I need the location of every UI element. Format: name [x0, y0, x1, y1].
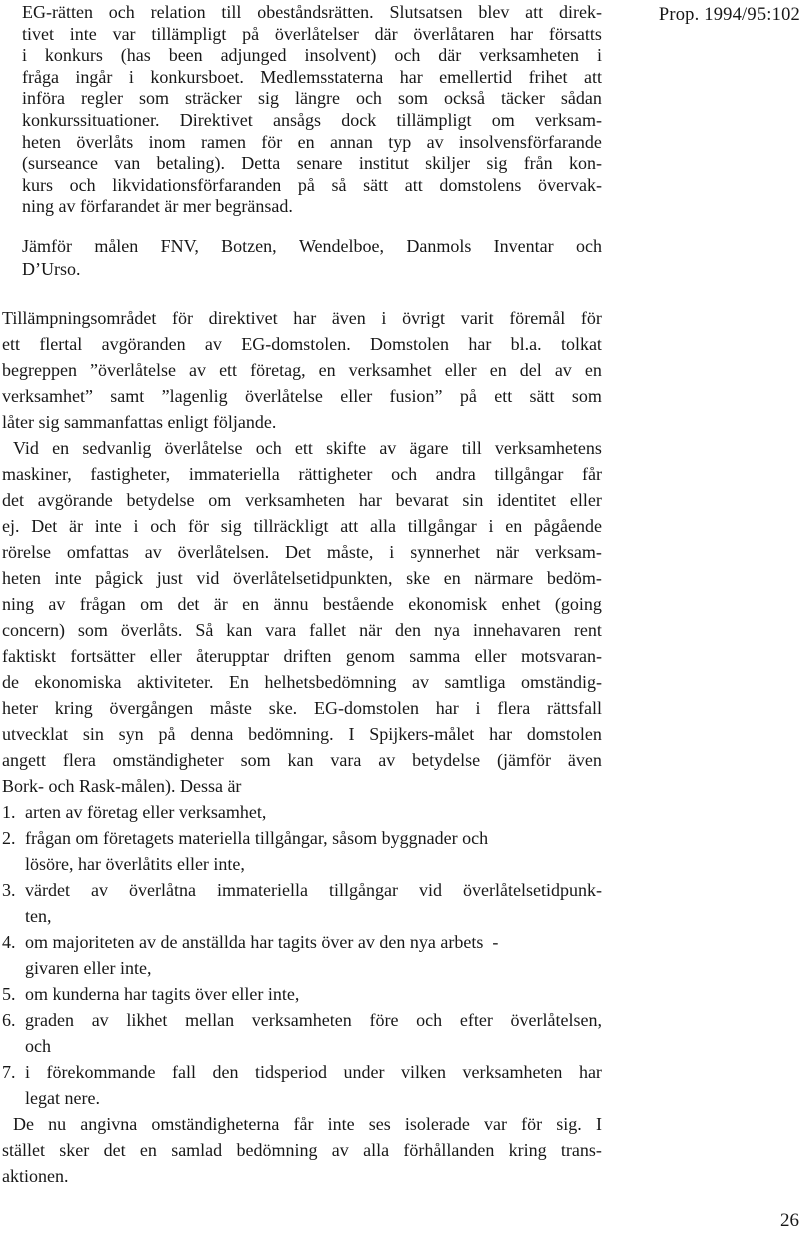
- text-line: ett flertal avgöranden av EG-domstolen. Domstolen har bl.a. tolkat: [2, 333, 602, 354]
- text-line: ten,: [25, 905, 52, 926]
- text-line: ej. Det är inte i och för sig tillräckligt att alla tillgångar i en pågående: [2, 515, 602, 536]
- list-item: [2, 877, 602, 929]
- text-line: EG-rätten och relation till obeståndsrätten. Slutsatsen blev att direk-: [22, 2, 602, 22]
- text-line: Tillämpningsområdet för direktivet har även i övrigt varit föremål för: [2, 307, 602, 328]
- text-line: concern) som överlåts. Så kan vara fallet när den nya innehavaren rent: [2, 619, 602, 640]
- list-item: [2, 981, 602, 1007]
- text-line: [2, 1059, 602, 1085]
- text-column: [2, 2, 602, 1189]
- list-number: 5.: [2, 983, 16, 1004]
- list-number: 4.: [2, 931, 16, 952]
- paragraph-intro: [2, 305, 602, 435]
- text-line: begreppen ”överlåtelse av ett företag, en verksamhet eller en del av en: [2, 359, 602, 380]
- list-item: [2, 1007, 602, 1059]
- text-line: [2, 929, 602, 955]
- text-line: heter kring övergången måste ske. EG-domstolen har i flera rättsfall: [2, 697, 602, 718]
- text-line: lösöre, har överlåtits eller inte,: [25, 853, 245, 874]
- text-line: verksamhet” samt ”lagenlig överlåtelse eller fusion” på ett sätt som: [2, 385, 602, 406]
- closing-paragraph: [2, 1111, 602, 1189]
- numbered-list: [2, 799, 602, 1111]
- text-line: fråga ingår i konkursboet. Medlemsstaterna har emellertid frihet att: [22, 66, 602, 87]
- text-line: ning av förfarandet är mer begränsad.: [22, 196, 293, 217]
- list-item: [2, 929, 602, 981]
- text-line: heten överlåts inom ramen för en annan typ av insolvensförfarande: [22, 131, 602, 152]
- text-line: rörelse omfattas av överlåtelsen. Det måste, i synnerhet när verksam-: [2, 541, 602, 562]
- text-line: konkurssituationer. Direktivet ansågs dock tillämpligt om verksam-: [22, 109, 602, 130]
- list-item-text: i förekommande fall den tidsperiod under vilken verksamheten har: [25, 1061, 602, 1082]
- text-line: legat nere.: [25, 1087, 100, 1108]
- list-number: 7.: [2, 1061, 16, 1082]
- paragraph-criteria: [2, 435, 602, 799]
- list-number: 6.: [2, 1009, 16, 1030]
- doc-reference: Prop. 1994/95:102: [658, 5, 800, 25]
- list-number: 2.: [2, 827, 16, 848]
- text-line: i konkurs (has been adjunged insolvent) och där verksamheten i: [22, 45, 602, 66]
- text-line: kurs och likvidationsförfaranden på så sätt att domstolens övervak-: [22, 174, 602, 195]
- text-line: ning av frågan om det är en ännu bestående ekonomisk enhet (going: [2, 593, 602, 614]
- text-line: De nu angivna omständigheterna får inte ses isolerade var för sig. I: [13, 1113, 602, 1134]
- text-line: angett flera omständigheter som kan vara av betydelse (jämför även: [2, 749, 602, 770]
- list-item-text: om kunderna har tagits över eller inte,: [25, 983, 300, 1004]
- list-item: [2, 825, 602, 877]
- text-line: utvecklat sin syn på denna bedömning. I Spijkers-målet har domstolen: [2, 723, 602, 744]
- text-line: [2, 981, 602, 1007]
- text-line: införa regler som sträcker sig längre och som också täcker sådan: [22, 88, 602, 109]
- text-line: givaren eller inte,: [25, 957, 152, 978]
- list-item-text: arten av företag eller verksamhet,: [25, 801, 267, 822]
- text-line: [2, 1007, 602, 1033]
- page-number: 26: [780, 1210, 799, 1231]
- text-line: aktionen.: [2, 1165, 69, 1186]
- text-line: [2, 877, 602, 903]
- text-line: D’Urso.: [22, 258, 81, 279]
- list-number: 3.: [2, 879, 16, 900]
- text-line: faktiskt fortsätter eller återupptar driften genom samma eller motsvaran-: [2, 645, 602, 666]
- text-line: de ekonomiska aktiviteter. En helhetsbedömning av samtliga omständig-: [2, 671, 602, 692]
- quote-block: [22, 2, 602, 218]
- text-line: stället sker det en samlad bedömning av alla förhållanden kring trans-: [2, 1139, 602, 1160]
- list-item: [2, 799, 602, 825]
- list-item-text: graden av likhet mellan verksamheten före och efter överlåtelsen,: [25, 1009, 602, 1030]
- text-line: tivet inte var tillämpligt på överlåtelser där överlåtaren har försatts: [22, 23, 602, 44]
- list-item-text: frågan om företagets materiella tillgångar, såsom byggnader och: [25, 827, 489, 848]
- text-line: och: [25, 1035, 51, 1056]
- list-item-text: om majoriteten av de anställda har tagits över av den nya arbets -: [25, 931, 499, 952]
- list-item: [2, 1059, 602, 1111]
- list-item-text: värdet av överlåtna immateriella tillgångar vid överlåtelsetidpunk-: [25, 879, 602, 900]
- text-line: det avgörande betydelse om verksamheten har bevarat sin identitet eller: [2, 489, 602, 510]
- text-line: Jämför målen FNV, Botzen, Wendelboe, Danmols Inventar och: [22, 235, 602, 256]
- text-line: [2, 825, 602, 851]
- text-line: maskiner, fastigheter, immateriella rättigheter och andra tillgångar får: [2, 463, 602, 484]
- text-line: Bork- och Rask-målen). Dessa är: [2, 775, 242, 796]
- list-number: 1.: [2, 801, 16, 822]
- text-line: Vid en sedvanlig överlåtelse och ett skifte av ägare till verksamhetens: [13, 437, 602, 458]
- case-reference-block: [22, 235, 602, 281]
- text-line: heten inte pågick just vid överlåtelsetidpunkten, ske en närmare bedöm-: [2, 567, 602, 588]
- text-line: låter sig sammanfattas enligt följande.: [2, 411, 277, 432]
- text-line: (surseance van betaling). Detta senare institut skiljer sig från kon-: [22, 153, 602, 174]
- text-line: [2, 799, 602, 825]
